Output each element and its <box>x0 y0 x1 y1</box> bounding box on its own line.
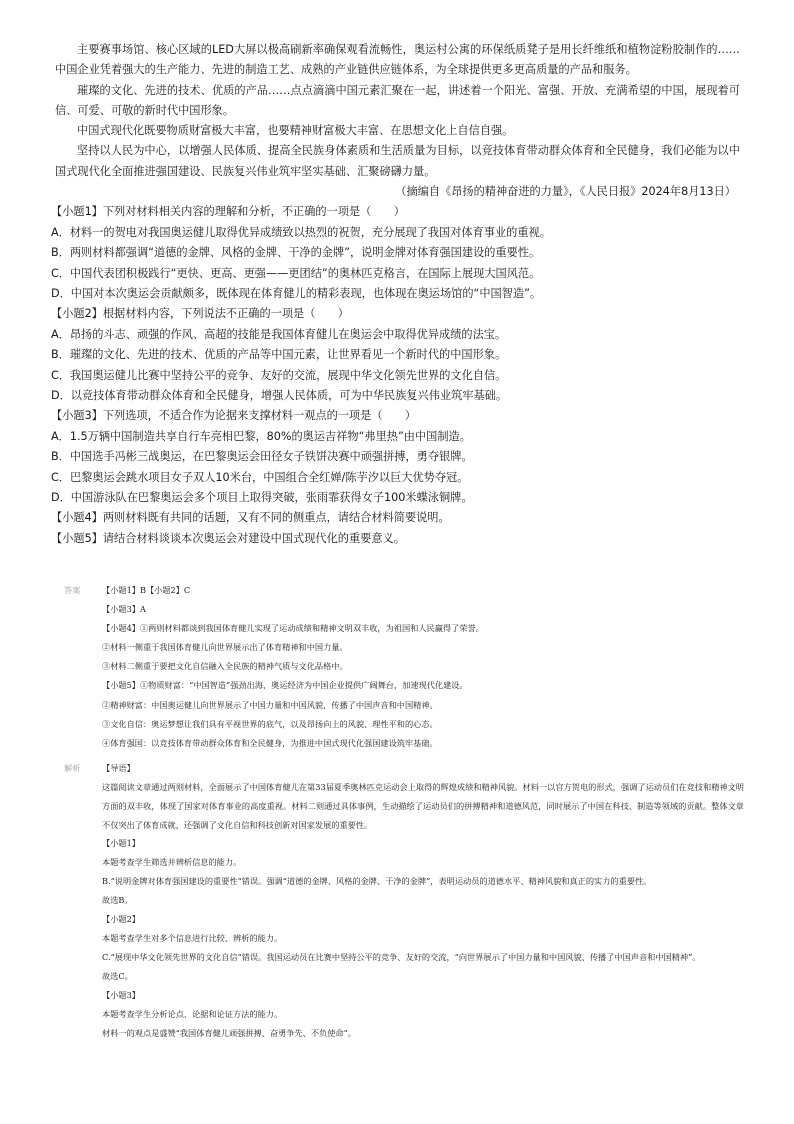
material-paragraph: 主要赛事场馆、核心区域的LED大屏以极高刷新率确保观看流畅性，奥运村公寓的环保纸质凳子是用长纤维纸和植物淀粉胶制作的……中国企业凭着强大的生产能力、先进的制造工艺、成熟的产业链供应链体系，为全球提供更多更高质量的产品和服务。 <box>55 43 740 77</box>
question-2-option-a: A．昂扬的斗志、顽强的作风、高超的技能是我国体育健儿在奥运会中取得优异成绩的法宝。 <box>51 327 507 341</box>
question-4-stem: 【小题4】两则材料既有共同的话题，又有不同的侧重点，请结合材料简要说明。 <box>51 511 450 525</box>
analysis-line: 这篇阅读文章通过两则材料，全面展示了中国体育健儿在第33届夏季奥林匹克运动会上取得的辉煌成绩和精神风貌。材料一以官方贺电的形式，强调了运动员们在竞技和精神文明方面的双丰收，体现了国家对体育事业的高度重视。材料二则通过具体事例，生动描绘了运动员们的拼搏精神和道德风范，同时展示了中国在科技、制造等领域的贡献。整体文章不仅突出了体育成就，还强调了文化自信和科技创新对国家发展的重要性。 <box>102 781 744 830</box>
question-3-option-d: D．中国游泳队在巴黎奥运会多个项目上取得突破，张雨霏获得女子100米蝶泳铜牌。 <box>51 491 473 505</box>
question-5-stem: 【小题5】请结合材料谈谈本次奥运会对建设中国式现代化的重要意义。 <box>51 531 405 545</box>
analysis-line: 本题考查学生分析论点、论据和论证方法的能力。 <box>102 1008 283 1019</box>
analysis-lines <box>102 759 744 1043</box>
question-1-option-c: C．中国代表团积极践行“更快、更高、更强——更团结”的奥林匹克格言，在国际上展现大国风范。 <box>51 266 541 280</box>
answer-section <box>64 581 744 1042</box>
question-2-stem: 【小题2】根据材料内容，下列说法不正确的一项是（ ） <box>51 307 349 321</box>
analysis-label: 解析 <box>64 762 81 773</box>
analysis-line: 【小题1】 <box>102 838 140 849</box>
question-2-option-d: D．以竞技体育带动群众体育和全民健身，增强人民体质，可为中华民族复兴伟业筑牢基础。 <box>51 389 508 403</box>
answer-lines <box>102 581 744 753</box>
analysis-block <box>64 759 744 1043</box>
analysis-line: 故选C。 <box>102 970 133 981</box>
question-1-option-a: A．材料一的贺电对我国奥运健儿取得优异成绩致以热烈的祝贺，充分展现了我国对体育事业的重视。 <box>51 225 551 239</box>
answer-line: ②精神财富：中国奥运健儿向世界展示了中国力量和中国风貌，传播了中国声音和中国精神。 <box>102 699 438 710</box>
analysis-line: 本题考查学生对多个信息进行比较、辨析的能力。 <box>102 933 283 943</box>
answer-line: 【小题3】A <box>102 604 146 615</box>
question-3-option-a: A．1.5万辆中国制造共享自行车亮相巴黎，80%的奥运吉祥物“弗里热”由中国制造。 <box>51 429 471 443</box>
analysis-line: 【小题2】 <box>102 914 140 925</box>
answer-line: ③文化自信：奥运梦想让我们具有平视世界的底气，以及昂扬向上的风貌、理性平和的心态。 <box>102 718 438 729</box>
answer-line: ③材料二侧重于要把文化自信融入全民族的精神气质与文化品格中。 <box>102 661 348 672</box>
question-list <box>51 202 740 549</box>
answer-line: ④体育强国：以竞技体育带动群众体育和全民健身，为推进中国式现代化强国建设筑牢基础。 <box>102 737 438 748</box>
answer-line: 【小题5】①物质财富：“中国智造”强劲出海，奥运经济为中国企业提供广阔舞台，加速现代化建设。 <box>102 680 468 691</box>
analysis-line: 本题考查学生筛选并辨析信息的能力。 <box>102 857 242 868</box>
question-1-option-d: D．中国对本次奥运会贡献颇多，既体现在体育健儿的精彩表现，也体现在奥运场馆的“中国智造”。 <box>51 287 542 300</box>
question-1-option-b: B．两则材料都强调“道德的金牌、风格的金牌、干净的金牌”，说明金牌对体育强国建设的重要性。 <box>51 246 541 260</box>
material-paragraph: 璀璨的文化、先进的技术、优质的产品……点点滴滴中国元素汇聚在一起，讲述着一个阳光、富强、开放、充满希望的中国，展现着可信、可爱、可敬的新时代中国形象。 <box>55 83 740 117</box>
material-and-questions <box>51 40 740 549</box>
analysis-line: 故选B。 <box>102 895 133 906</box>
answer-line: ②材料一侧重于我国体育健儿向世界展示出了体育精神和中国力量。 <box>102 642 348 653</box>
material-source: （摘编自《昂扬的精神奋进的力量》，《人民日报》2024年8月13日） <box>395 185 736 199</box>
answer-label: 答案 <box>64 585 81 595</box>
analysis-line: 【导语】 <box>102 762 135 773</box>
analysis-line: B.“说明金牌对体育强国建设的重要性”错误。强调“道德的金牌、风格的金牌、干净的金牌”，表明运动员的道德水平、精神风貌和真正的实力的重要性。 <box>102 876 652 887</box>
question-2-option-b: B．璀璨的文化、先进的技术、优质的产品等中国元素，让世界看见一个新时代的中国形象。 <box>51 348 507 362</box>
answer-line: 【小题4】①两则材料都谈到我国体育健儿实现了运动成绩和精神文明双丰收，为祖国和人民赢得了荣誉。 <box>102 623 484 634</box>
question-3-stem: 【小题3】下列选项，不适合作为论据来支撑材料一观点的一项是（ ） <box>51 409 417 423</box>
analysis-line: 【小题3】 <box>102 989 140 1000</box>
question-2-option-c: C．我国奥运健儿比赛中坚持公平的竞争、友好的交流，展现中华文化领先世界的文化自信。 <box>51 368 507 382</box>
question-3-option-c: C．巴黎奥运会跳水项目女子双人10米台，中国组合全红婵/陈芋汐以巨大优势夺冠。 <box>51 470 469 484</box>
question-1-stem: 【小题1】下列对材料相关内容的理解和分析，不正确的一项是（ ） <box>51 205 405 219</box>
analysis-line: C.“展现中华文化领先世界的文化自信”错误。我国运动员在比赛中坚持公平的竞争、友好的交流，“向世界展示了中国力量和中国风貌、传播了中国声音和中国精神”。 <box>102 951 701 962</box>
question-3-option-b: B．中国选手冯彬三战奥运，在巴黎奥运会田径女子铁饼决赛中顽强拼搏，勇夺银牌。 <box>51 450 473 464</box>
material-paragraph: 中国式现代化既要物质财富极大丰富，也要精神财富极大丰富、在思想文化上自信自强。 <box>77 124 514 138</box>
answer-line: 【小题1】B【小题2】C <box>102 585 191 595</box>
analysis-line: 材料一的观点是盛赞“我国体育健儿顽强拼搏、奋勇争先、不负使命”。 <box>102 1027 356 1038</box>
material-paragraph: 坚持以人民为中心，以增强人民体质、提高全民族身体素质和生活质量为目标，以竞技体育带动群众体育和全民健身，我们必能为以中国式现代化全面推进强国建设、民族复兴伟业筑牢坚实基础、汇聚磅礴力量。 <box>55 144 740 178</box>
answer-block <box>64 581 744 753</box>
